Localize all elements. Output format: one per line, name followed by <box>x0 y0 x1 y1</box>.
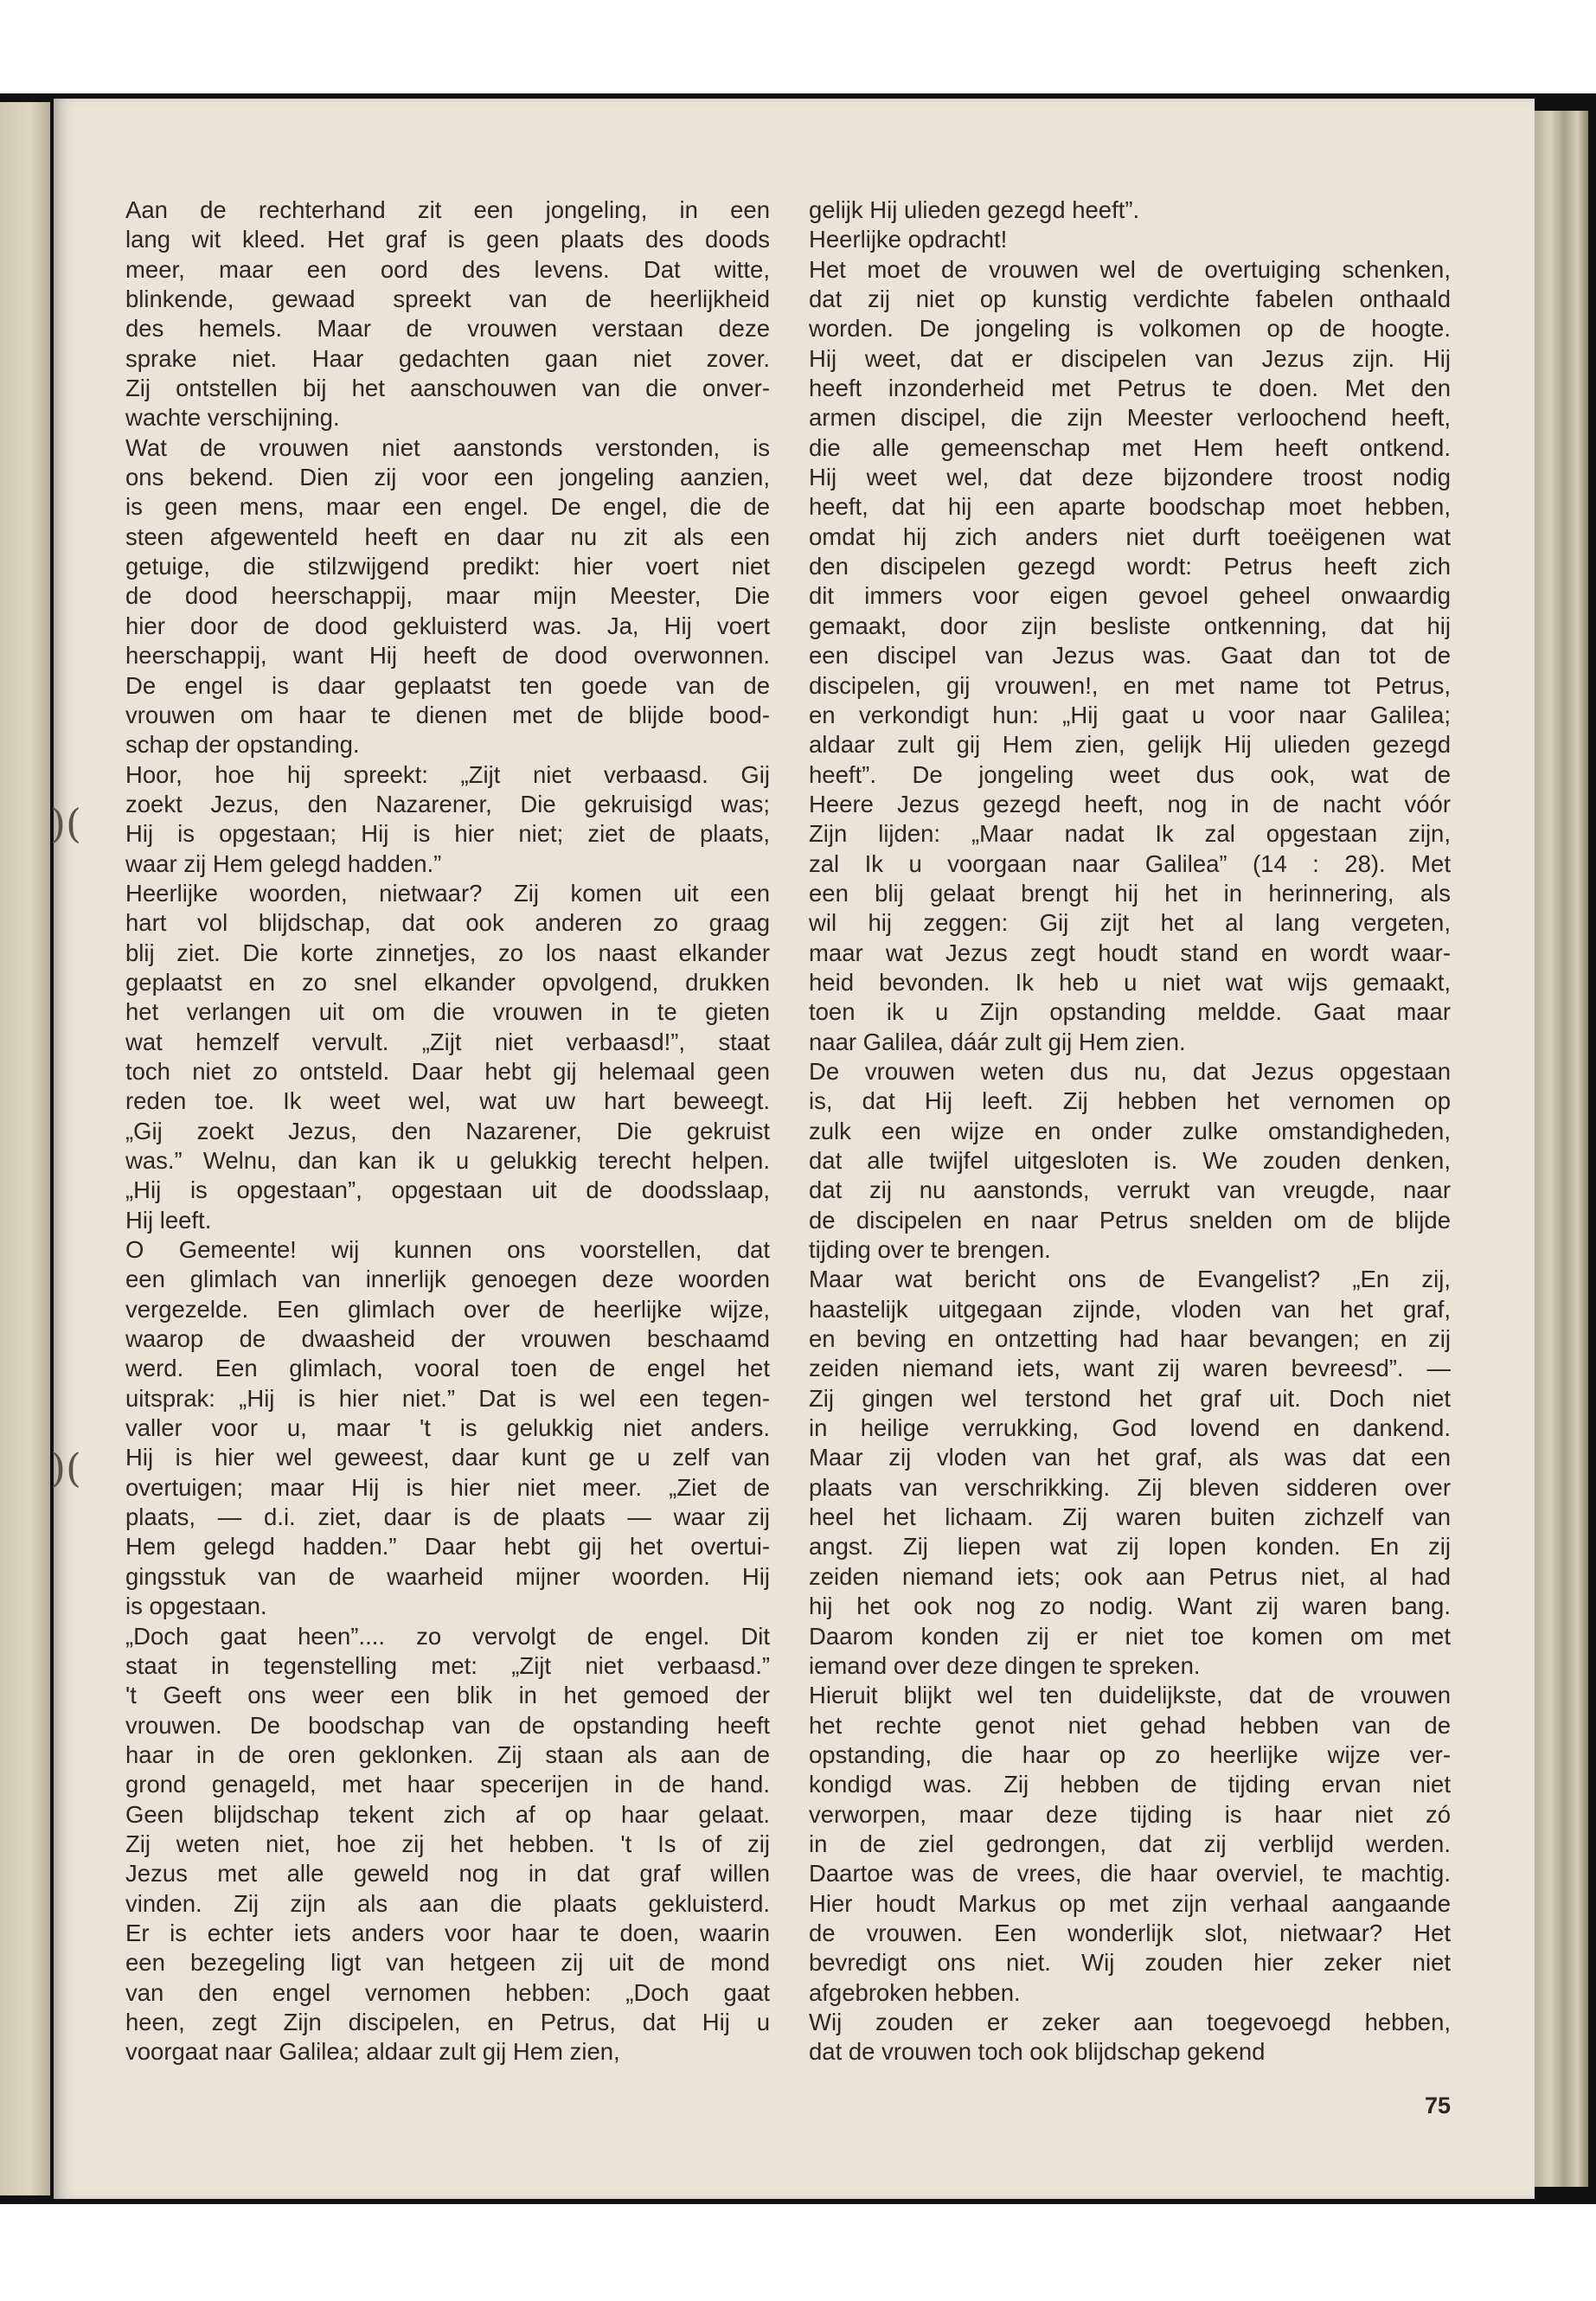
text-line: Hier houdt Markus op met zijn verhaal aangaande <box>809 1889 1451 1917</box>
text-line: wat hemzelf vervult. „Zijt niet verbaasd!”, staat <box>125 1028 770 1055</box>
text-line: sprake niet. Haar gedachten gaan niet zover. <box>125 344 770 372</box>
text-line: zoekt Jezus, den Nazarener, Die gekruisigd was; <box>125 790 770 817</box>
text-line: heeft, dat hij een aparte boodschap moet hebben, <box>809 493 1451 521</box>
text-line: maar wat Jezus zegt houdt stand en wordt waar- <box>809 939 1451 966</box>
text-line: Jezus met alle geweld nog in dat graf willen <box>125 1860 770 1888</box>
text-line: plaats van verschrikking. Zij bleven sidderen over <box>809 1473 1451 1501</box>
margin-bracket-mark: )( <box>50 1445 81 1491</box>
text-line: was.” Welnu, dan kan ik u gelukkig terecht helpen. <box>125 1147 770 1174</box>
text-line: die alle gemeenschap met Hem heeft ontkend. <box>809 433 1451 461</box>
text-line: plaats, — d.i. ziet, daar is de plaats — waar zij <box>125 1503 770 1531</box>
text-line: hij het ook nog zo nodig. Want zij waren bang. <box>809 1593 1451 1620</box>
text-line: zeiden niemand iets, want zij waren bevreesd”. — <box>809 1355 1451 1382</box>
text-line: Hoor, hoe hij spreekt: „Zijt niet verbaasd. Gij <box>125 760 770 788</box>
text-line: heen, zegt Zijn discipelen, en Petrus, dat Hij u <box>125 2008 770 2035</box>
text-line: verworpen, maar deze tijding is haar niet zó <box>809 1800 1451 1828</box>
text-line: uitsprak: „Hij is hier niet.” Dat is wel een tegen- <box>125 1384 770 1412</box>
text-line: de vrouwen. Een wonderlijk slot, nietwaar? Het <box>809 1919 1451 1946</box>
text-line: overtuigen; maar Hij is hier niet meer. „Ziet de <box>125 1473 770 1501</box>
text-line: is opgestaan. <box>125 1593 267 1620</box>
text-line: Zij weten niet, hoe zij het hebben. 't Is of zij <box>125 1830 770 1857</box>
text-line: vrouwen. De boodschap van de opstanding heeft <box>125 1711 770 1739</box>
text-line: vrouwen om haar te dienen met de blijde bood- <box>125 701 770 728</box>
text-line: Maar zij vloden van het graf, als was dat een <box>809 1444 1451 1471</box>
text-line: valler voor u, maar 't is gelukkig niet anders. <box>125 1414 770 1442</box>
text-line: heel het lichaam. Zij waren buiten zichzelf van <box>809 1503 1451 1531</box>
text-line: Heerlijke opdracht! <box>809 226 1008 253</box>
right-text-column <box>809 195 1451 2067</box>
text-line: omdat hij zich anders niet durft toeëigenen wat <box>809 522 1451 550</box>
text-line: De vrouwen weten dus nu, dat Jezus opgestaan <box>809 1057 1451 1085</box>
text-line: Maar wat bericht ons de Evangelist? „En zij, <box>809 1266 1451 1293</box>
text-line: gelijk Hij ulieden gezegd heeft”. <box>809 196 1140 223</box>
text-line: 't Geeft ons weer een blik in het gemoed der <box>125 1682 770 1709</box>
text-line: is geen mens, maar een engel. De engel, die de <box>125 493 770 521</box>
text-line: Geen blijdschap tekent zich af op haar gelaat. <box>125 1800 770 1828</box>
text-line: De engel is daar geplaatst ten goede van de <box>125 671 770 699</box>
text-line: wachte verschijning. <box>125 404 340 432</box>
text-line: geplaatst en zo snel elkander opvolgend, drukken <box>125 968 770 996</box>
left-text-column <box>125 195 770 2067</box>
text-line: dat zij niet op kunstig verdichte fabelen onthaald <box>809 285 1451 313</box>
text-line: Wat de vrouwen niet aanstonds verstonden, is <box>125 433 770 461</box>
text-line: hier door de dood gekluisterd was. Ja, Hij voert <box>125 612 770 639</box>
text-line: grond genageld, met haar specerijen in de hand. <box>125 1771 770 1798</box>
text-line: Wij zouden er zeker aan toegevoegd hebben, <box>809 2008 1451 2035</box>
text-line: meer, maar een oord des levens. Dat witte, <box>125 255 770 283</box>
text-line: blij ziet. Die korte zinnetjes, zo los naast elkander <box>125 939 770 966</box>
text-line: een blij gelaat brengt hij het in herinnering, als <box>809 879 1451 907</box>
text-line: dat alle twijfel uitgesloten is. We zouden denken, <box>809 1147 1451 1174</box>
text-line: steen afgewenteld heeft en daar nu zit als een <box>125 522 770 550</box>
text-line: de dood heerschappij, maar mijn Meester, Die <box>125 582 770 610</box>
text-line: in heilige verrukking, God lovend en dankend. <box>809 1414 1451 1442</box>
text-line: hart vol blijdschap, dat ook anderen zo graag <box>125 909 770 937</box>
text-line: bevredigt ons niet. Wij zouden hier zeker niet <box>809 1949 1451 1977</box>
text-line: Zijn lijden: „Maar nadat Ik zal opgestaan zijn, <box>809 820 1451 848</box>
text-line: toen ik u Zijn opstanding meldde. Gaat maar <box>809 998 1451 1026</box>
text-line: haar in de oren geklonken. Zij staan als aan de <box>125 1740 770 1768</box>
text-line: een discipel van Jezus was. Gaat dan tot de <box>809 642 1451 670</box>
text-line: en verkondigt hun: „Hij gaat u voor naar Galilea; <box>809 701 1451 728</box>
text-line: reden toe. Ik weet wel, wat uw hart beweegt. <box>125 1087 770 1115</box>
text-line: wil hij zeggen: Gij zijt het al lang vergeten, <box>809 909 1451 937</box>
text-line: opstanding, die haar op zo heerlijke wijze ver- <box>809 1740 1451 1768</box>
text-line: Zij ontstellen bij het aanschouwen van die onver- <box>125 375 770 402</box>
text-line: worden. De jongeling is volkomen op de hoogte. <box>809 315 1451 343</box>
text-line: haastelijk uitgegaan zijnde, vloden van het graf, <box>809 1295 1451 1323</box>
text-line: zulk een wijze en onder zulke omstandigheden, <box>809 1117 1451 1144</box>
text-line: toch niet zo ontsteld. Daar hebt gij helemaal geen <box>125 1057 770 1085</box>
text-line: „Hij is opgestaan”, opgestaan uit de doodsslaap, <box>125 1176 770 1204</box>
text-line: in de ziel gedrongen, dat zij verblijd werden. <box>809 1830 1451 1857</box>
text-line: armen discipel, die zijn Meester verloochend heeft, <box>809 404 1451 432</box>
text-line: gemaakt, door zijn besliste ontkenning, dat hij <box>809 612 1451 639</box>
text-line: Hij is hier wel geweest, daar kunt ge u zelf van <box>125 1444 770 1471</box>
text-line: Daarom konden zij er niet toe komen om met <box>809 1622 1451 1650</box>
text-line: Hij weet, dat er discipelen van Jezus zijn. Hij <box>809 344 1451 372</box>
text-line: het verlangen uit om die vrouwen in te gieten <box>125 998 770 1026</box>
text-line: Het moet de vrouwen wel de overtuiging schenken, <box>809 255 1451 283</box>
text-line: de discipelen en naar Petrus snelden om de blijde <box>809 1206 1451 1234</box>
text-line: voorgaat naar Galilea; aldaar zult gij Hem zien, <box>125 2038 620 2066</box>
text-line: vergezelde. Een glimlach over de heerlijke wijze, <box>125 1295 770 1323</box>
text-line: vinden. Zij zijn als aan die plaats gekluisterd. <box>125 1889 770 1917</box>
text-line: Daartoe was de vrees, die haar overviel, te machtig. <box>809 1860 1451 1888</box>
text-line: naar Galilea, dáár zult gij Hem zien. <box>809 1028 1186 1055</box>
text-line: Hij weet wel, dat deze bijzondere troost nodig <box>809 464 1451 491</box>
text-line: Zij gingen wel terstond het graf uit. Doch niet <box>809 1384 1451 1412</box>
text-line: het rechte genot niet gehad hebben van de <box>809 1711 1451 1739</box>
text-line: iemand over deze dingen te spreken. <box>809 1651 1201 1679</box>
text-line: een bezegeling ligt van hetgeen zij uit de mond <box>125 1949 770 1977</box>
text-line: Hij leeft. <box>125 1206 212 1234</box>
text-line: dit immers voor eigen gevoel geheel onwaardig <box>809 582 1451 610</box>
text-line: schap der opstanding. <box>125 731 360 759</box>
text-line: tijding over te brengen. <box>809 1236 1051 1264</box>
text-line: gingsstuk van de waarheid mijner woorden. Hij <box>125 1562 770 1590</box>
text-line: aldaar zult gij Hem zien, gelijk Hij ulieden gezegd <box>809 731 1451 759</box>
text-line: den discipelen gezegd wordt: Petrus heeft zich <box>809 553 1451 580</box>
text-line: werd. Een glimlach, vooral toen de engel het <box>125 1355 770 1382</box>
text-line: waarop de dwaasheid der vrouwen beschaamd <box>125 1325 770 1353</box>
text-line: dat zij nu aanstonds, verrukt van vreugde, naar <box>809 1176 1451 1204</box>
text-line: zeiden niemand iets; ook aan Petrus niet, al had <box>809 1562 1451 1590</box>
text-line: heeft”. De jongeling weet dus ook, wat de <box>809 760 1451 788</box>
text-line: Heere Jezus gezegd heeft, nog in de nacht vóór <box>809 790 1451 817</box>
text-line: „Doch gaat heen”.... zo vervolgt de engel. Dit <box>125 1622 770 1650</box>
text-line: getuige, die stilzwijgend predikt: hier voert niet <box>125 553 770 580</box>
text-line: een glimlach van innerlijk genoegen deze woorden <box>125 1266 770 1293</box>
text-line: angst. Zij liepen wat zij lopen konden. En zij <box>809 1533 1451 1561</box>
text-line: ons bekend. Dien zij voor een jongeling aanzien, <box>125 464 770 491</box>
page-number: 75 <box>1424 2093 1451 2118</box>
page-stack-edge <box>1535 111 1588 2187</box>
text-line: des hemels. Maar de vrouwen verstaan deze <box>125 315 770 343</box>
text-line: waar zij Hem gelegd hadden.” <box>125 849 442 877</box>
margin-bracket-mark: )( <box>50 800 81 847</box>
text-line: heerschappij, want Hij heeft de dood overwonnen. <box>125 642 770 670</box>
text-line: heid bevonden. Ik heb u niet wat wijs gemaakt, <box>809 968 1451 996</box>
text-line: Heerlijke woorden, nietwaar? Zij komen uit een <box>125 879 770 907</box>
previous-page-edge <box>0 102 50 2195</box>
text-line: „Gij zoekt Jezus, den Nazarener, Die gekruist <box>125 1117 770 1144</box>
text-line: van den engel vernomen hebben: „Doch gaat <box>125 1978 770 2006</box>
text-line: staat in tegenstelling met: „Zijt niet verbaasd.” <box>125 1651 770 1679</box>
text-line: Aan de rechterhand zit een jongeling, in een <box>125 196 770 223</box>
text-line: discipelen, gij vrouwen!, en met name tot Petrus, <box>809 671 1451 699</box>
text-line: Hij is opgestaan; Hij is hier niet; ziet de plaats, <box>125 820 770 848</box>
text-line: dat de vrouwen toch ook blijdschap gekend <box>809 2038 1266 2066</box>
text-line: is, dat Hij leeft. Zij hebben het vernomen op <box>809 1087 1451 1115</box>
text-line: Hem gelegd hadden.” Daar hebt gij het overtui- <box>125 1533 770 1561</box>
text-line: heeft inzonderheid met Petrus te doen. Met den <box>809 375 1451 402</box>
text-line: kondigd was. Zij hebben de tijding ervan niet <box>809 1771 1451 1798</box>
text-line: lang wit kleed. Het graf is geen plaats des doods <box>125 226 770 253</box>
text-line: Er is echter iets anders voor haar te doen, waarin <box>125 1919 770 1946</box>
text-line: en beving en ontzetting had haar bevangen; en zij <box>809 1325 1451 1353</box>
text-line: afgebroken hebben. <box>809 1978 1021 2006</box>
text-line: zal Ik u voorgaan naar Galilea” (14 : 28). Met <box>809 849 1451 877</box>
text-line: O Gemeente! wij kunnen ons voorstellen, dat <box>125 1236 770 1264</box>
text-line: Hieruit blijkt wel ten duidelijkste, dat de vrouwen <box>809 1682 1451 1709</box>
text-line: blinkende, gewaad spreekt van de heerlijkheid <box>125 285 770 313</box>
